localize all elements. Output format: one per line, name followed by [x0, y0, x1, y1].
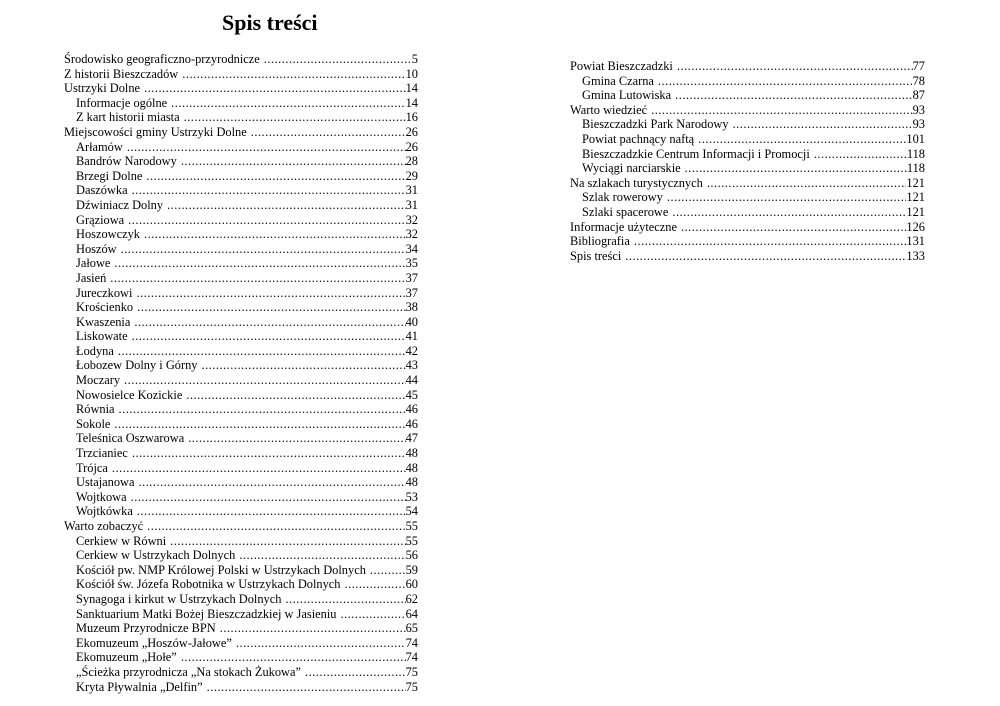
- toc-entry-page-number: 75: [405, 664, 418, 679]
- toc-entry-page-number: 26: [405, 124, 418, 139]
- toc-entry-page-number: 45: [405, 387, 418, 402]
- toc-entry[interactable]: [64, 592, 418, 607]
- toc-entry[interactable]: [64, 446, 418, 461]
- toc-entry[interactable]: [64, 125, 418, 140]
- toc-entry-page-number: 32: [405, 212, 418, 227]
- dot-leader: [167, 198, 406, 213]
- toc-entry-label: Kwaszenia: [76, 314, 131, 329]
- dot-leader: [112, 461, 406, 476]
- dot-leader: [677, 59, 913, 74]
- dot-leader: [345, 577, 406, 592]
- toc-entry-label: Powiat pachnący naftą: [582, 131, 695, 146]
- toc-entry-label: Bieszczadzkie Centrum Informacji i Promocji: [582, 146, 810, 161]
- toc-entry-page-number: 121: [906, 190, 925, 205]
- dot-leader: [137, 504, 406, 519]
- dot-leader: [128, 213, 405, 228]
- toc-entry[interactable]: [570, 205, 925, 220]
- toc-entry-page-number: 133: [906, 248, 925, 263]
- toc-entry[interactable]: [64, 140, 418, 155]
- toc-entry-label: Warto wiedzieć: [570, 102, 648, 117]
- dot-leader: [681, 220, 906, 235]
- toc-entry-label: Spis treści: [570, 248, 622, 263]
- dot-leader: [181, 154, 406, 169]
- toc-entry-page-number: 31: [405, 197, 418, 212]
- toc-entry-page-number: 121: [906, 175, 925, 190]
- toc-entry-page-number: 32: [405, 227, 418, 242]
- dot-leader: [264, 52, 412, 67]
- toc-entry[interactable]: [64, 96, 418, 111]
- dot-leader: [220, 621, 406, 636]
- toc-entry-label: Teleśnica Oszwarowa: [76, 431, 185, 446]
- toc-entry-label: Dźwiniacz Dolny: [76, 197, 164, 212]
- dot-leader: [675, 88, 912, 103]
- dot-leader: [201, 358, 405, 373]
- toc-entry-page-number: 118: [906, 146, 925, 161]
- toc-entry-page-number: 5: [411, 52, 418, 66]
- toc-entry[interactable]: [64, 110, 418, 125]
- toc-entry-page-number: 60: [405, 577, 418, 592]
- toc-entry-label: Gmina Czarna: [582, 73, 654, 88]
- dot-leader: [188, 431, 405, 446]
- toc-entry-page-number: 118: [906, 161, 925, 176]
- dot-leader: [132, 446, 406, 461]
- toc-entry-page-number: 42: [405, 343, 418, 358]
- dot-leader: [236, 636, 406, 651]
- dot-leader: [186, 388, 405, 403]
- dot-leader: [132, 329, 406, 344]
- toc-entry[interactable]: [64, 315, 418, 330]
- toc-entry-page-number: 53: [405, 489, 418, 504]
- toc-entry-page-number: 65: [405, 621, 418, 636]
- toc-entry-page-number: 41: [405, 329, 418, 344]
- toc-entry-label: Łobozew Dolny i Górny: [76, 358, 198, 373]
- toc-entry[interactable]: [64, 81, 418, 96]
- toc-entry-page-number: 55: [405, 533, 418, 548]
- toc-entry-page-number: 16: [405, 110, 418, 125]
- toc-entry[interactable]: [64, 577, 418, 592]
- toc-entry[interactable]: [570, 59, 925, 74]
- toc-entry-label: Szlak rowerowy: [582, 190, 663, 205]
- dot-leader: [119, 402, 406, 417]
- toc-entry[interactable]: [570, 103, 925, 118]
- toc-entry-label: Brzegi Dolne: [76, 168, 143, 183]
- toc-entry[interactable]: [64, 256, 418, 271]
- dot-leader: [114, 417, 405, 432]
- dot-leader: [182, 67, 405, 82]
- dot-leader: [305, 665, 406, 680]
- dot-leader: [136, 286, 405, 301]
- dot-leader: [181, 650, 406, 665]
- dot-leader: [124, 373, 406, 388]
- toc-entry-page-number: 74: [405, 650, 418, 665]
- toc-entry-page-number: 87: [912, 88, 925, 103]
- dot-leader: [625, 249, 906, 264]
- toc-entry-label: Trzcianiec: [76, 446, 128, 461]
- toc-entry[interactable]: [64, 504, 418, 519]
- dot-leader: [144, 81, 406, 96]
- toc-entry-label: Hoszowczyk: [76, 227, 140, 242]
- toc-entry-label: Synagoga i kirkut w Ustrzykach Dolnych: [76, 591, 282, 606]
- dot-leader: [147, 519, 405, 534]
- toc-entry-label: Bibliografia: [570, 234, 630, 249]
- toc-entry-page-number: 56: [405, 548, 418, 563]
- toc-entry-label: Cerkiew w Ustrzykach Dolnych: [76, 548, 236, 563]
- toc-entry-page-number: 48: [405, 460, 418, 475]
- toc-entry[interactable]: [64, 329, 418, 344]
- toc-entry[interactable]: [64, 388, 418, 403]
- toc-entry-page-number: 34: [405, 241, 418, 256]
- toc-entry[interactable]: [64, 519, 418, 534]
- toc-entry-label: Kryta Pływalnia „Delfin”: [76, 679, 203, 694]
- toc-entry-page-number: 46: [405, 402, 418, 417]
- toc-entry-page-number: 10: [405, 66, 418, 81]
- toc-entry-label: Arłamów: [76, 139, 123, 154]
- dot-leader: [207, 680, 406, 695]
- toc-entry-label: Ustrzyki Dolne: [64, 81, 141, 96]
- toc-entry-label: Kościół św. Józefa Robotnika w Ustrzykach Dolnych: [76, 577, 341, 592]
- dot-leader: [171, 96, 405, 111]
- toc-entry-label: Środowisko geograficzno-przyrodnicze: [64, 52, 260, 66]
- toc-entry[interactable]: [64, 402, 418, 417]
- toc-entry-label: Hoszów: [76, 241, 117, 256]
- toc-entry[interactable]: [64, 431, 418, 446]
- toc-entry-label: Daszówka: [76, 183, 128, 198]
- toc-entry-page-number: 14: [405, 81, 418, 96]
- toc-entry-page-number: 75: [405, 679, 418, 694]
- toc-entry-label: Miejscowości gminy Ustrzyki Dolne: [64, 124, 247, 139]
- toc-left-column: [64, 52, 418, 694]
- toc-entry-page-number: 37: [405, 285, 418, 300]
- toc-entry[interactable]: [64, 183, 418, 198]
- toc-entry-label: Równia: [76, 402, 115, 417]
- toc-entry-label: Wojtkówka: [76, 504, 133, 519]
- toc-entry-label: Ekomuzeum „Hołe”: [76, 650, 177, 665]
- toc-entry-page-number: 77: [912, 59, 925, 73]
- toc-entry-label: Informacje użyteczne: [570, 219, 677, 234]
- toc-entry-label: Moczary: [76, 373, 121, 388]
- dot-leader: [127, 140, 406, 155]
- toc-entry-page-number: 40: [405, 314, 418, 329]
- toc-entry-label: Szlaki spacerowe: [582, 204, 669, 219]
- toc-entry-label: Sokole: [76, 416, 111, 431]
- dot-leader: [685, 161, 907, 176]
- toc-entry-page-number: 55: [405, 519, 418, 533]
- toc-entry-page-number: 126: [906, 219, 925, 234]
- toc-entry[interactable]: [64, 621, 418, 636]
- toc-entry[interactable]: [570, 74, 925, 89]
- toc-entry-page-number: 31: [405, 183, 418, 198]
- toc-entry-label: Wyciągi narciarskie: [582, 161, 681, 176]
- dot-leader: [814, 147, 907, 162]
- toc-entry-page-number: 26: [405, 139, 418, 154]
- dot-leader: [144, 227, 406, 242]
- toc-entry-page-number: 38: [405, 300, 418, 315]
- toc-entry[interactable]: [64, 417, 418, 432]
- toc-entry[interactable]: [64, 67, 418, 82]
- dot-leader: [114, 256, 405, 271]
- toc-entry-page-number: 93: [912, 102, 925, 117]
- toc-entry-page-number: 14: [405, 95, 418, 110]
- toc-entry[interactable]: [64, 548, 418, 563]
- toc-entry[interactable]: [64, 286, 418, 301]
- dot-leader: [707, 176, 907, 191]
- toc-entry-page-number: 28: [405, 154, 418, 169]
- toc-entry[interactable]: [570, 147, 925, 162]
- toc-entry[interactable]: [64, 607, 418, 622]
- toc-entry-page-number: 29: [405, 168, 418, 183]
- toc-entry-label: Na szlakach turystycznych: [570, 175, 703, 190]
- dot-leader: [672, 205, 906, 220]
- toc-entry-label: Bieszczadzki Park Narodowy: [582, 117, 729, 132]
- toc-entry[interactable]: [64, 680, 418, 695]
- toc-entry-page-number: 131: [906, 234, 925, 249]
- toc-entry-page-number: 93: [912, 117, 925, 132]
- toc-entry[interactable]: [64, 636, 418, 651]
- toc-entry[interactable]: [570, 220, 925, 235]
- toc-entry[interactable]: [570, 234, 925, 249]
- toc-entry[interactable]: [64, 475, 418, 490]
- toc-entry-label: Muzeum Przyrodnicze BPN: [76, 621, 216, 636]
- toc-entry-label: Cerkiew w Równi: [76, 533, 167, 548]
- toc-entry-label: „Ścieżka przyrodnicza „Na stokach Żukowa”: [76, 664, 301, 679]
- toc-entry-page-number: 47: [405, 431, 418, 446]
- dot-leader: [239, 548, 405, 563]
- dot-leader: [146, 169, 405, 184]
- dot-leader: [370, 563, 406, 578]
- toc-entry[interactable]: [570, 88, 925, 103]
- toc-entry-page-number: 48: [405, 475, 418, 490]
- toc-entry[interactable]: [64, 213, 418, 228]
- toc-entry-page-number: 37: [405, 270, 418, 285]
- toc-entry-page-number: 46: [405, 416, 418, 431]
- toc-entry-label: Ekomuzeum „Hoszów-Jałowe”: [76, 635, 232, 650]
- dot-leader: [131, 490, 406, 505]
- dot-leader: [651, 103, 913, 118]
- toc-entry-label: Ustajanowa: [76, 475, 135, 490]
- toc-entry[interactable]: [64, 461, 418, 476]
- toc-entry-label: Grąziowa: [76, 212, 125, 227]
- toc-entry-label: Jasień: [76, 270, 107, 285]
- toc-entry-label: Kościół pw. NMP Królowej Polski w Ustrzykach Dolnych: [76, 562, 366, 577]
- dot-leader: [134, 315, 405, 330]
- toc-entry[interactable]: [64, 169, 418, 184]
- toc-entry[interactable]: [64, 154, 418, 169]
- toc-entry-label: Powiat Bieszczadzki: [570, 59, 673, 73]
- dot-leader: [251, 125, 406, 140]
- toc-entry-label: Warto zobaczyć: [64, 519, 144, 533]
- dot-leader: [121, 242, 406, 257]
- dot-leader: [137, 300, 405, 315]
- dot-leader: [132, 183, 406, 198]
- toc-entry-label: Gmina Lutowiska: [582, 88, 672, 103]
- toc-entry-label: Łodyna: [76, 343, 114, 358]
- dot-leader: [285, 592, 405, 607]
- dot-leader: [139, 475, 406, 490]
- toc-entry[interactable]: [64, 490, 418, 505]
- toc-entry[interactable]: [64, 52, 418, 67]
- toc-entry-label: Wojtkowa: [76, 489, 127, 504]
- toc-entry-page-number: 78: [912, 73, 925, 88]
- dot-leader: [698, 132, 906, 147]
- page-title: Spis treści: [222, 10, 318, 35]
- toc-right-column: [570, 59, 925, 263]
- toc-entry-label: Jureczkowi: [76, 285, 133, 300]
- toc-entry-page-number: 121: [906, 204, 925, 219]
- dot-leader: [340, 607, 405, 622]
- toc-entry-page-number: 48: [405, 446, 418, 461]
- toc-entry[interactable]: [64, 563, 418, 578]
- toc-entry[interactable]: [64, 227, 418, 242]
- toc-entry-label: Krościenko: [76, 300, 134, 315]
- toc-entry[interactable]: [64, 534, 418, 549]
- toc-entry-page-number: 101: [906, 131, 925, 146]
- toc-entry[interactable]: [570, 176, 925, 191]
- toc-entry[interactable]: [64, 198, 418, 213]
- toc-entry[interactable]: [570, 161, 925, 176]
- toc-entry[interactable]: [64, 650, 418, 665]
- toc-entry[interactable]: [64, 242, 418, 257]
- dot-leader: [667, 190, 907, 205]
- toc-entry[interactable]: [570, 249, 925, 264]
- toc-entry[interactable]: [64, 300, 418, 315]
- toc-entry-page-number: 44: [405, 373, 418, 388]
- dot-leader: [110, 271, 405, 286]
- toc-entry-page-number: 43: [405, 358, 418, 373]
- toc-entry-page-number: 74: [405, 635, 418, 650]
- toc-entry-page-number: 59: [405, 562, 418, 577]
- toc-entry-page-number: 62: [405, 591, 418, 606]
- toc-entry-page-number: 64: [405, 606, 418, 621]
- toc-entry-label: Informacje ogólne: [76, 95, 168, 110]
- toc-entry-label: Liskowate: [76, 329, 128, 344]
- toc-entry-label: Z kart historii miasta: [76, 110, 180, 125]
- dot-leader: [118, 344, 406, 359]
- toc-entry[interactable]: [64, 358, 418, 373]
- toc-entry[interactable]: [570, 190, 925, 205]
- dot-leader: [658, 74, 913, 89]
- toc-entry[interactable]: [64, 373, 418, 388]
- toc-entry-page-number: 35: [405, 256, 418, 271]
- dot-leader: [733, 117, 913, 132]
- toc-entry[interactable]: [64, 665, 418, 680]
- toc-entry[interactable]: [570, 132, 925, 147]
- toc-entry-page-number: 54: [405, 504, 418, 519]
- toc-entry-label: Z historii Bieszczadów: [64, 66, 179, 81]
- toc-entry-label: Sanktuarium Matki Bożej Bieszczadzkiej w Jasieniu: [76, 606, 337, 621]
- toc-entry-label: Jałowe: [76, 256, 111, 271]
- dot-leader: [634, 234, 907, 249]
- dot-leader: [184, 110, 406, 125]
- toc-entry[interactable]: [570, 117, 925, 132]
- toc-entry-label: Nowosielce Kozickie: [76, 387, 183, 402]
- dot-leader: [170, 534, 405, 549]
- toc-entry-label: Trójca: [76, 460, 108, 475]
- toc-entry-label: Bandrów Narodowy: [76, 154, 177, 169]
- toc-entry[interactable]: [64, 344, 418, 359]
- toc-entry[interactable]: [64, 271, 418, 286]
